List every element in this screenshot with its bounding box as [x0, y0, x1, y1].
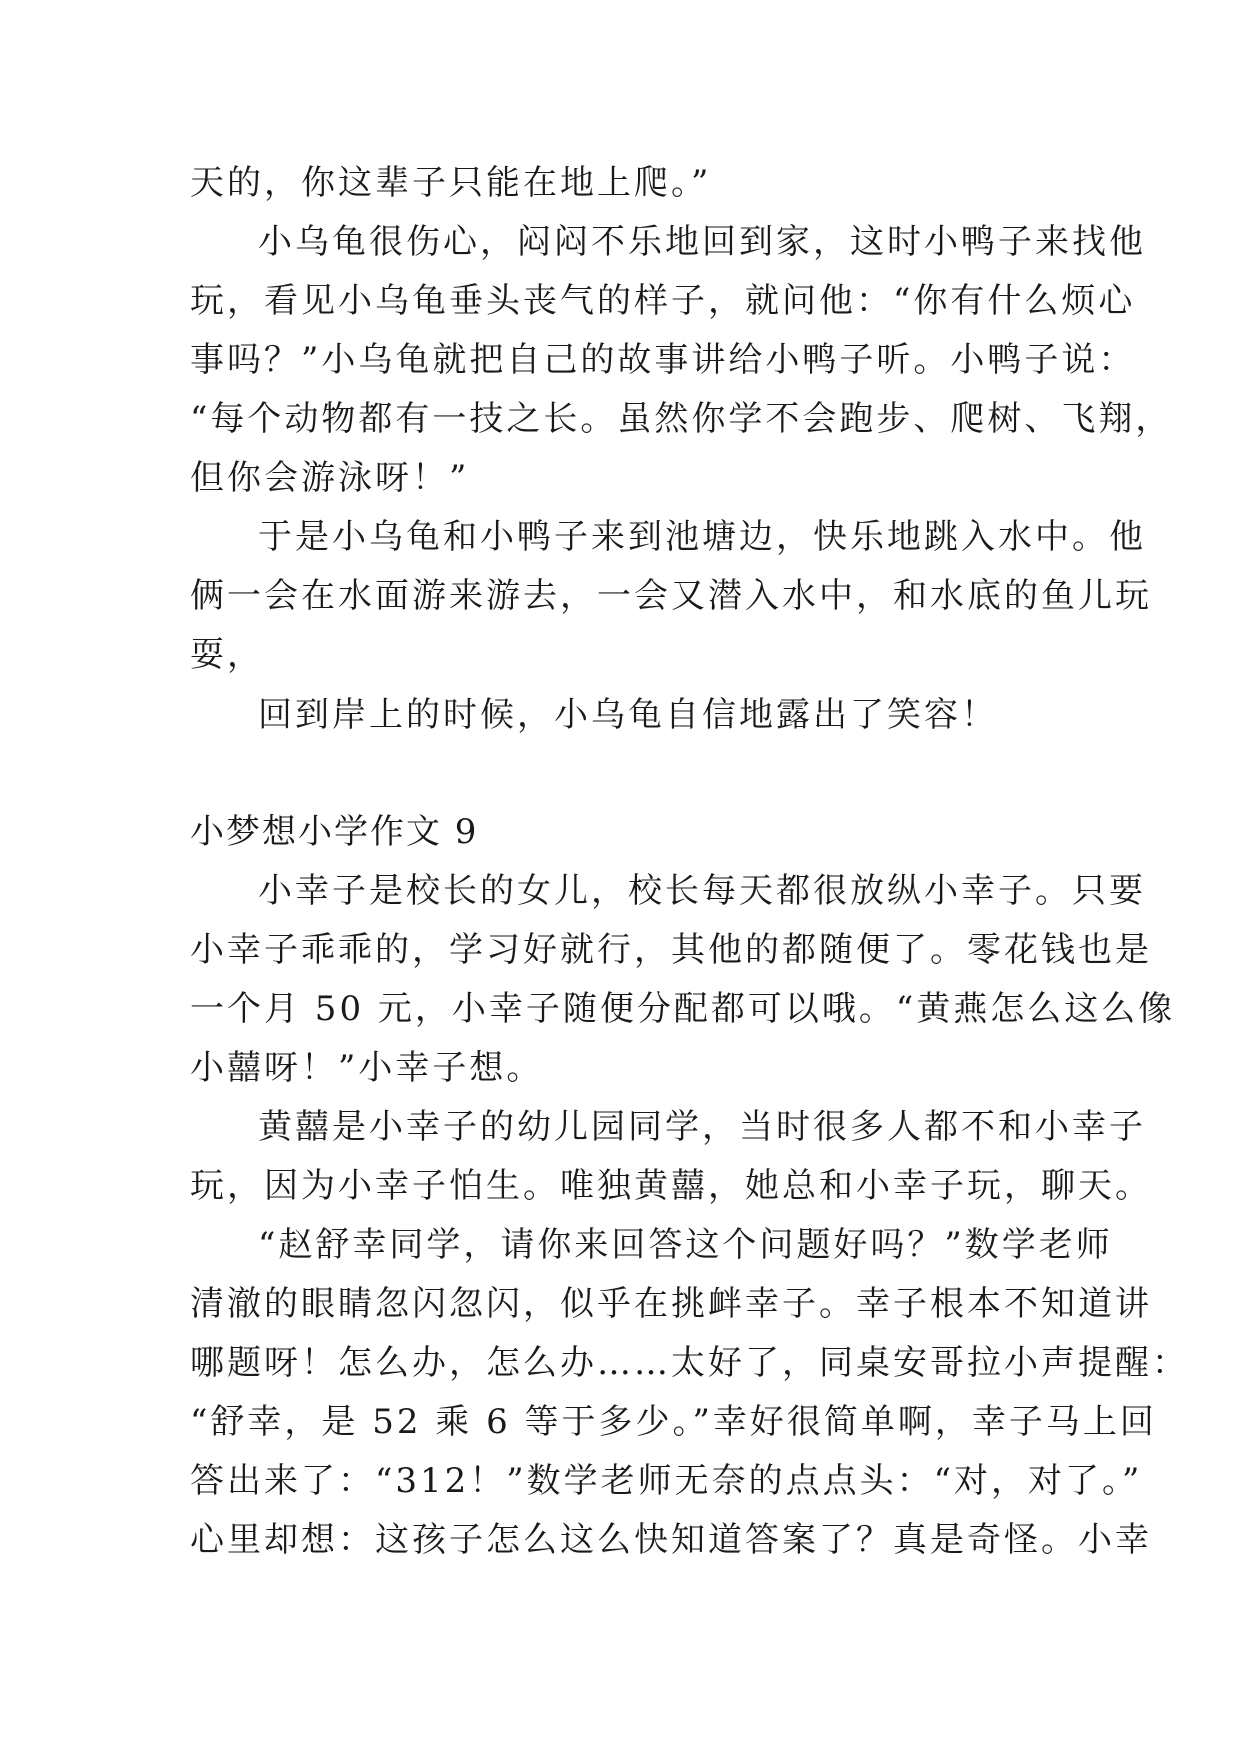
paragraph-start-line: 于是小乌龟和小鸭子来到池塘边，快乐地跳入水中。他 — [258, 517, 1146, 557]
text-line: 俩一会在水面游来游去，一会又潜入水中，和水底的鱼儿玩 — [190, 576, 1152, 616]
text-line: 清澈的眼睛忽闪忽闪，似乎在挑衅幸子。幸子根本不知道讲 — [190, 1284, 1152, 1324]
text-line: 小囍呀！”小幸子想。 — [190, 1048, 544, 1088]
paragraph-start-line: 回到岸上的时候，小乌龟自信地露出了笑容！ — [258, 695, 998, 735]
text-line: 玩，因为小幸子怕生。唯独黄囍，她总和小幸子玩，聊天。 — [190, 1166, 1152, 1206]
paragraph-start-line: 小幸子是校长的女儿，校长每天都很放纵小幸子。只要 — [258, 871, 1146, 911]
text-line: 心里却想：这孩子怎么这么快知道答案了？真是奇怪。小幸 — [190, 1520, 1152, 1560]
text-line: 耍， — [190, 635, 264, 675]
paragraph-start-line: “赵舒幸同学，请你来回答这个问题好吗？”数学老师 — [258, 1225, 1113, 1265]
text-line: 事吗？”小乌龟就把自己的故事讲给小鸭子听。小鸭子说： — [190, 340, 1136, 380]
text-line: “舒幸，是 52 乘 6 等于多少。”幸好很简单啊，幸子马上回 — [190, 1402, 1157, 1442]
text-line: 小幸子乖乖的，学习好就行，其他的都随便了。零花钱也是 — [190, 930, 1152, 970]
paragraph-start-line: 小乌龟很伤心，闷闷不乐地回到家，这时小鸭子来找他 — [258, 222, 1146, 262]
text-line: 天的，你这辈子只能在地上爬。” — [190, 163, 712, 203]
text-line: “每个动物都有一技之长。虽然你学不会跑步、爬树、飞翔， — [190, 399, 1173, 439]
text-line: 一个月 50 元，小幸子随便分配都可以哦。“黄燕怎么这么像 — [190, 989, 1176, 1029]
text-line: 哪题呀！怎么办，怎么办……太好了，同桌安哥拉小声提醒： — [190, 1343, 1189, 1383]
text-line: 但你会游泳呀！” — [190, 458, 470, 498]
text-line: 答出来了：“312！”数学老师无奈的点点头：“对，对了。” — [190, 1461, 1143, 1501]
paragraph-start-line: 黄囍是小幸子的幼儿园同学，当时很多人都不和小幸子 — [258, 1107, 1146, 1147]
section-heading: 小梦想小学作文 9 — [190, 812, 479, 852]
text-line: 玩，看见小乌龟垂头丧气的样子，就问他：“你有什么烦心 — [190, 281, 1136, 321]
